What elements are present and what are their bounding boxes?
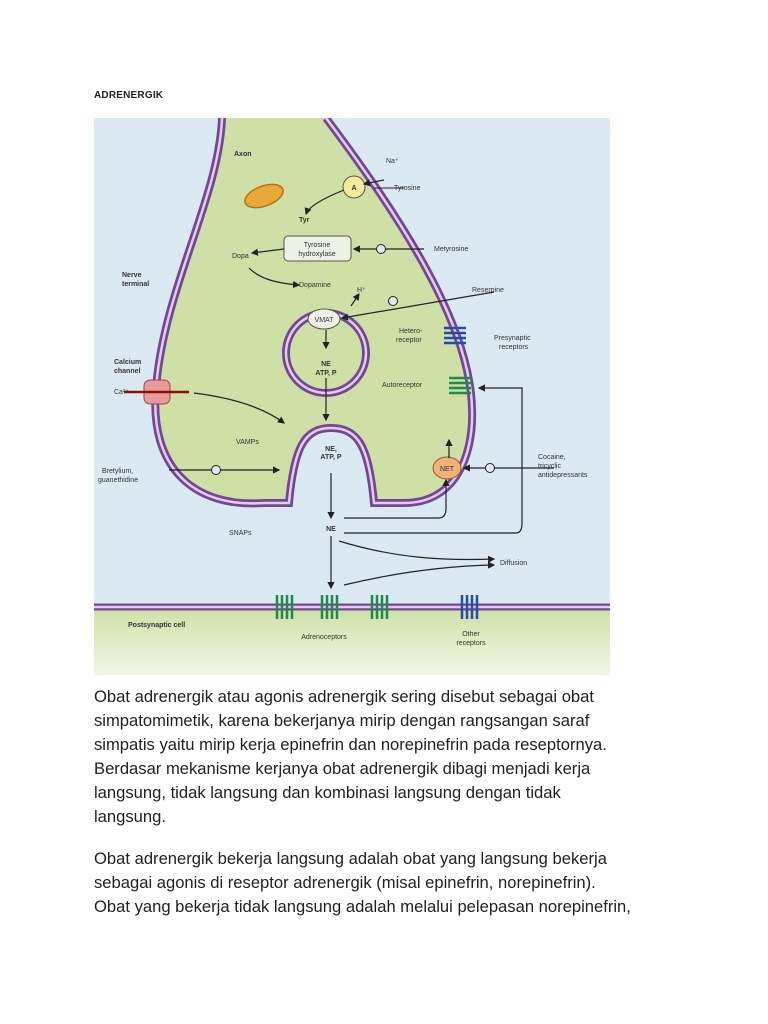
diagram-label: Presynaptic: [494, 335, 531, 342]
diagram-label: receptors: [499, 344, 529, 351]
diagram-label: Nerve: [122, 272, 142, 279]
diagram-label: Hetero-: [399, 328, 423, 335]
diagram-label: NE: [326, 526, 336, 533]
diagram-label: Cocaine,: [538, 454, 566, 461]
diagram-label: Autoreceptor: [382, 382, 423, 389]
paragraph-1: [94, 685, 607, 829]
diagram-label: antidepressants: [538, 472, 588, 479]
diagram-label: Tyrosine: [303, 242, 331, 249]
text-line: simpatis yaitu mirip kerja epinefrin dan norepinefrin pada reseptornya.: [94, 735, 607, 754]
diagram-label: Calcium: [114, 359, 142, 366]
diagram-label: H⁺: [357, 287, 366, 294]
text-line: sebagai agonis di reseptor adrenergik (misal epinefrin, norepinefrin).: [94, 873, 596, 892]
diagram-label: guanethidine: [98, 477, 139, 484]
inhibit-icon: [486, 464, 495, 473]
diagram-label: Tyrosine: [394, 185, 421, 192]
diagram-label: Metyrosine: [434, 246, 469, 253]
diagram-label: Adrenoceptors: [301, 634, 347, 641]
inhibit-icon: [212, 466, 221, 475]
diagram-label: NE,: [325, 446, 337, 453]
text-line: Obat adrenergik bekerja langsung adalah obat yang langsung bekerja: [94, 849, 607, 868]
text-line: Obat yang bekerja tidak langsung adalah melalui pelepasan norepinefrin,: [94, 897, 631, 916]
diagram-label: terminal: [122, 281, 150, 288]
text-line: langsung, tidak langsung dan kombinasi langsung dengan tidak: [94, 783, 561, 802]
diagram-label: VMAT: [314, 317, 334, 324]
diagram-label: Reserpine: [472, 287, 504, 294]
diagram-label: Axon: [234, 151, 252, 158]
text-line: Obat adrenergik atau agonis adrenergik sering disebut sebagai obat: [94, 687, 594, 706]
inhibit-icon: [389, 297, 398, 306]
diagram-label: hydroxylase: [298, 251, 336, 258]
diagram-label: NET: [440, 466, 454, 473]
diagram-label: VAMPs: [236, 439, 259, 446]
diagram-label: ATP, P: [320, 454, 342, 461]
diagram-label: ATP, P: [315, 370, 337, 377]
paragraph-2: [94, 847, 631, 919]
diagram-label: SNAPs: [229, 530, 252, 537]
diagram-label: Dopamine: [299, 282, 331, 289]
diagram-label: receptor: [396, 337, 422, 344]
postsynaptic-cell: [94, 607, 610, 675]
diagram-label: Ca²⁺: [114, 389, 129, 396]
diagram-label: channel: [114, 368, 141, 375]
diagram-label: Bretylium,: [102, 468, 134, 475]
diagram-label: Dopa: [232, 253, 249, 260]
inhibit-icon: [377, 245, 386, 254]
diagram-label: Postsynaptic cell: [128, 622, 186, 629]
diagram-label: A: [351, 185, 357, 192]
section-title: ADRENERGIK: [94, 90, 164, 101]
diagram-label: tricyclic: [538, 463, 561, 470]
diagram-label: Na⁺: [386, 158, 399, 165]
diagram-label: Tyr: [299, 217, 310, 224]
diagram-svg: [94, 118, 610, 675]
diagram-label: Other: [462, 631, 480, 638]
adrenergic-synapse-diagram: [94, 118, 610, 675]
diagram-label: receptors: [456, 640, 486, 647]
text-line: langsung.: [94, 807, 166, 826]
diagram-label: Diffusion: [500, 560, 528, 567]
text-line: Berdasar mekanisme kerjanya obat adrenergik dibagi menjadi kerja: [94, 759, 591, 778]
diagram-label: NE: [321, 361, 331, 368]
text-line: simpatomimetik, karena bekerjanya mirip dengan rangsangan saraf: [94, 711, 590, 730]
